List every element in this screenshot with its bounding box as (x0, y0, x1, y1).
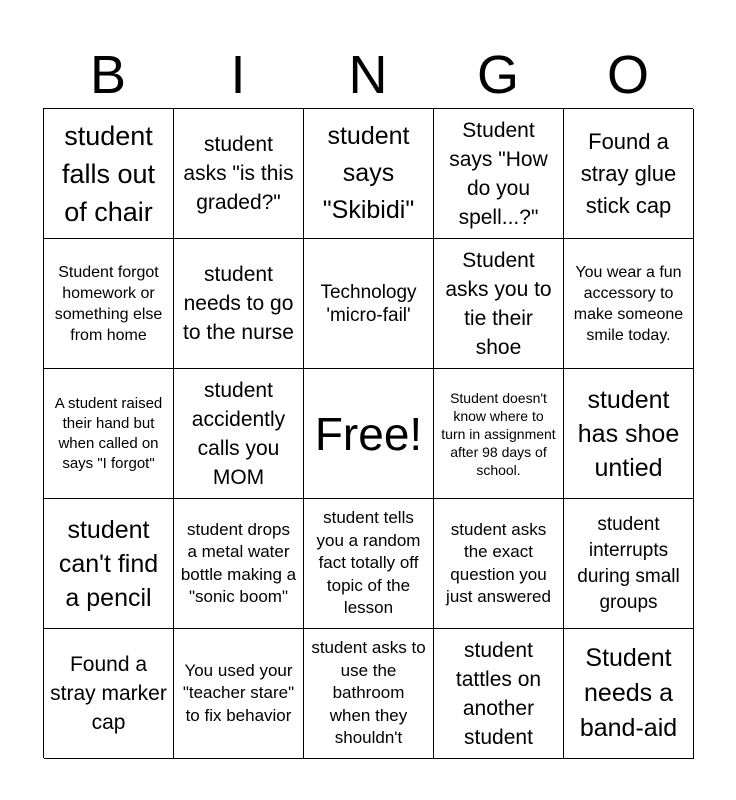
bingo-cell[interactable] (434, 499, 564, 629)
bingo-cell[interactable] (434, 239, 564, 369)
bingo-cell[interactable] (44, 499, 174, 629)
cell-text: student interrupts during small groups (577, 513, 680, 613)
bingo-cell[interactable] (44, 109, 174, 239)
cell-text: student has shoe untied (577, 385, 680, 482)
bingo-cell[interactable] (564, 629, 694, 759)
cell-text: Technology 'micro-fail' (320, 281, 417, 326)
header-letter-b: B (89, 45, 127, 105)
bingo-cell[interactable] (564, 369, 694, 499)
bingo-cell[interactable] (304, 109, 434, 239)
cell-text: student falls out of chair (61, 120, 156, 227)
bingo-cell[interactable] (564, 239, 694, 369)
header-letter-o: O (606, 45, 649, 105)
bingo-cell[interactable] (564, 109, 694, 239)
bingo-header (43, 40, 693, 110)
cell-text: student tattles on another student (455, 638, 542, 749)
bingo-cell[interactable] (174, 239, 304, 369)
bingo-cell[interactable] (304, 629, 434, 759)
cell-text: student accidently calls you MOM (191, 378, 286, 489)
cell-text: Student asks you to tie their shoe (445, 248, 552, 359)
bingo-cell[interactable] (434, 109, 564, 239)
bingo-cell[interactable] (174, 499, 304, 629)
header-letter-n: N (348, 45, 388, 105)
free-space[interactable] (304, 369, 434, 499)
bingo-cell[interactable] (44, 629, 174, 759)
cell-text: A student raised their hand but when called on says "I forgot" (54, 394, 163, 472)
cell-text: student asks the exact question you just answered (446, 519, 551, 606)
bingo-cell[interactable] (44, 239, 174, 369)
header-letter-i: I (230, 45, 246, 105)
cell-text: student needs to go to the nurse (183, 263, 294, 344)
free-space-text: Free! (314, 407, 423, 460)
cell-text: student can't find a pencil (58, 515, 159, 612)
cell-text: You used your "teacher stare" to fix behavior (182, 660, 295, 725)
cell-text: Student needs a band-aid (579, 644, 678, 742)
bingo-cell[interactable] (304, 239, 434, 369)
cell-text: student asks to use the bathroom when they shouldn't (311, 638, 426, 748)
bingo-cell[interactable] (434, 369, 564, 499)
bingo-cell[interactable] (434, 629, 564, 759)
bingo-cell[interactable] (174, 369, 304, 499)
cell-text: Student says "How do you spell...?" (449, 118, 548, 229)
cell-text: You wear a fun accessory to make someone smile today. (573, 263, 684, 344)
cell-text: student says "Skibidi" (322, 122, 415, 224)
cell-text: Student doesn't know where to turn in assignment after 98 days of school. (441, 389, 556, 478)
cell-text: student tells you a random fact totally off topic of the lesson (316, 508, 421, 618)
cell-text: Found a stray glue stick cap (580, 128, 677, 218)
bingo-cell[interactable] (304, 499, 434, 629)
bingo-cell[interactable] (174, 109, 304, 239)
bingo-board (43, 108, 693, 758)
bingo-cell[interactable] (44, 369, 174, 499)
cell-text: Found a stray marker cap (50, 653, 167, 734)
bingo-cell[interactable] (174, 629, 304, 759)
cell-text: student asks "is this graded?" (183, 133, 294, 214)
cell-text: student drops a metal water bottle making a "sonic boom" (180, 519, 297, 606)
header-letter-g: G (476, 45, 519, 105)
cell-text: Student forgot homework or something else from home (54, 263, 163, 344)
bingo-cell[interactable] (564, 499, 694, 629)
